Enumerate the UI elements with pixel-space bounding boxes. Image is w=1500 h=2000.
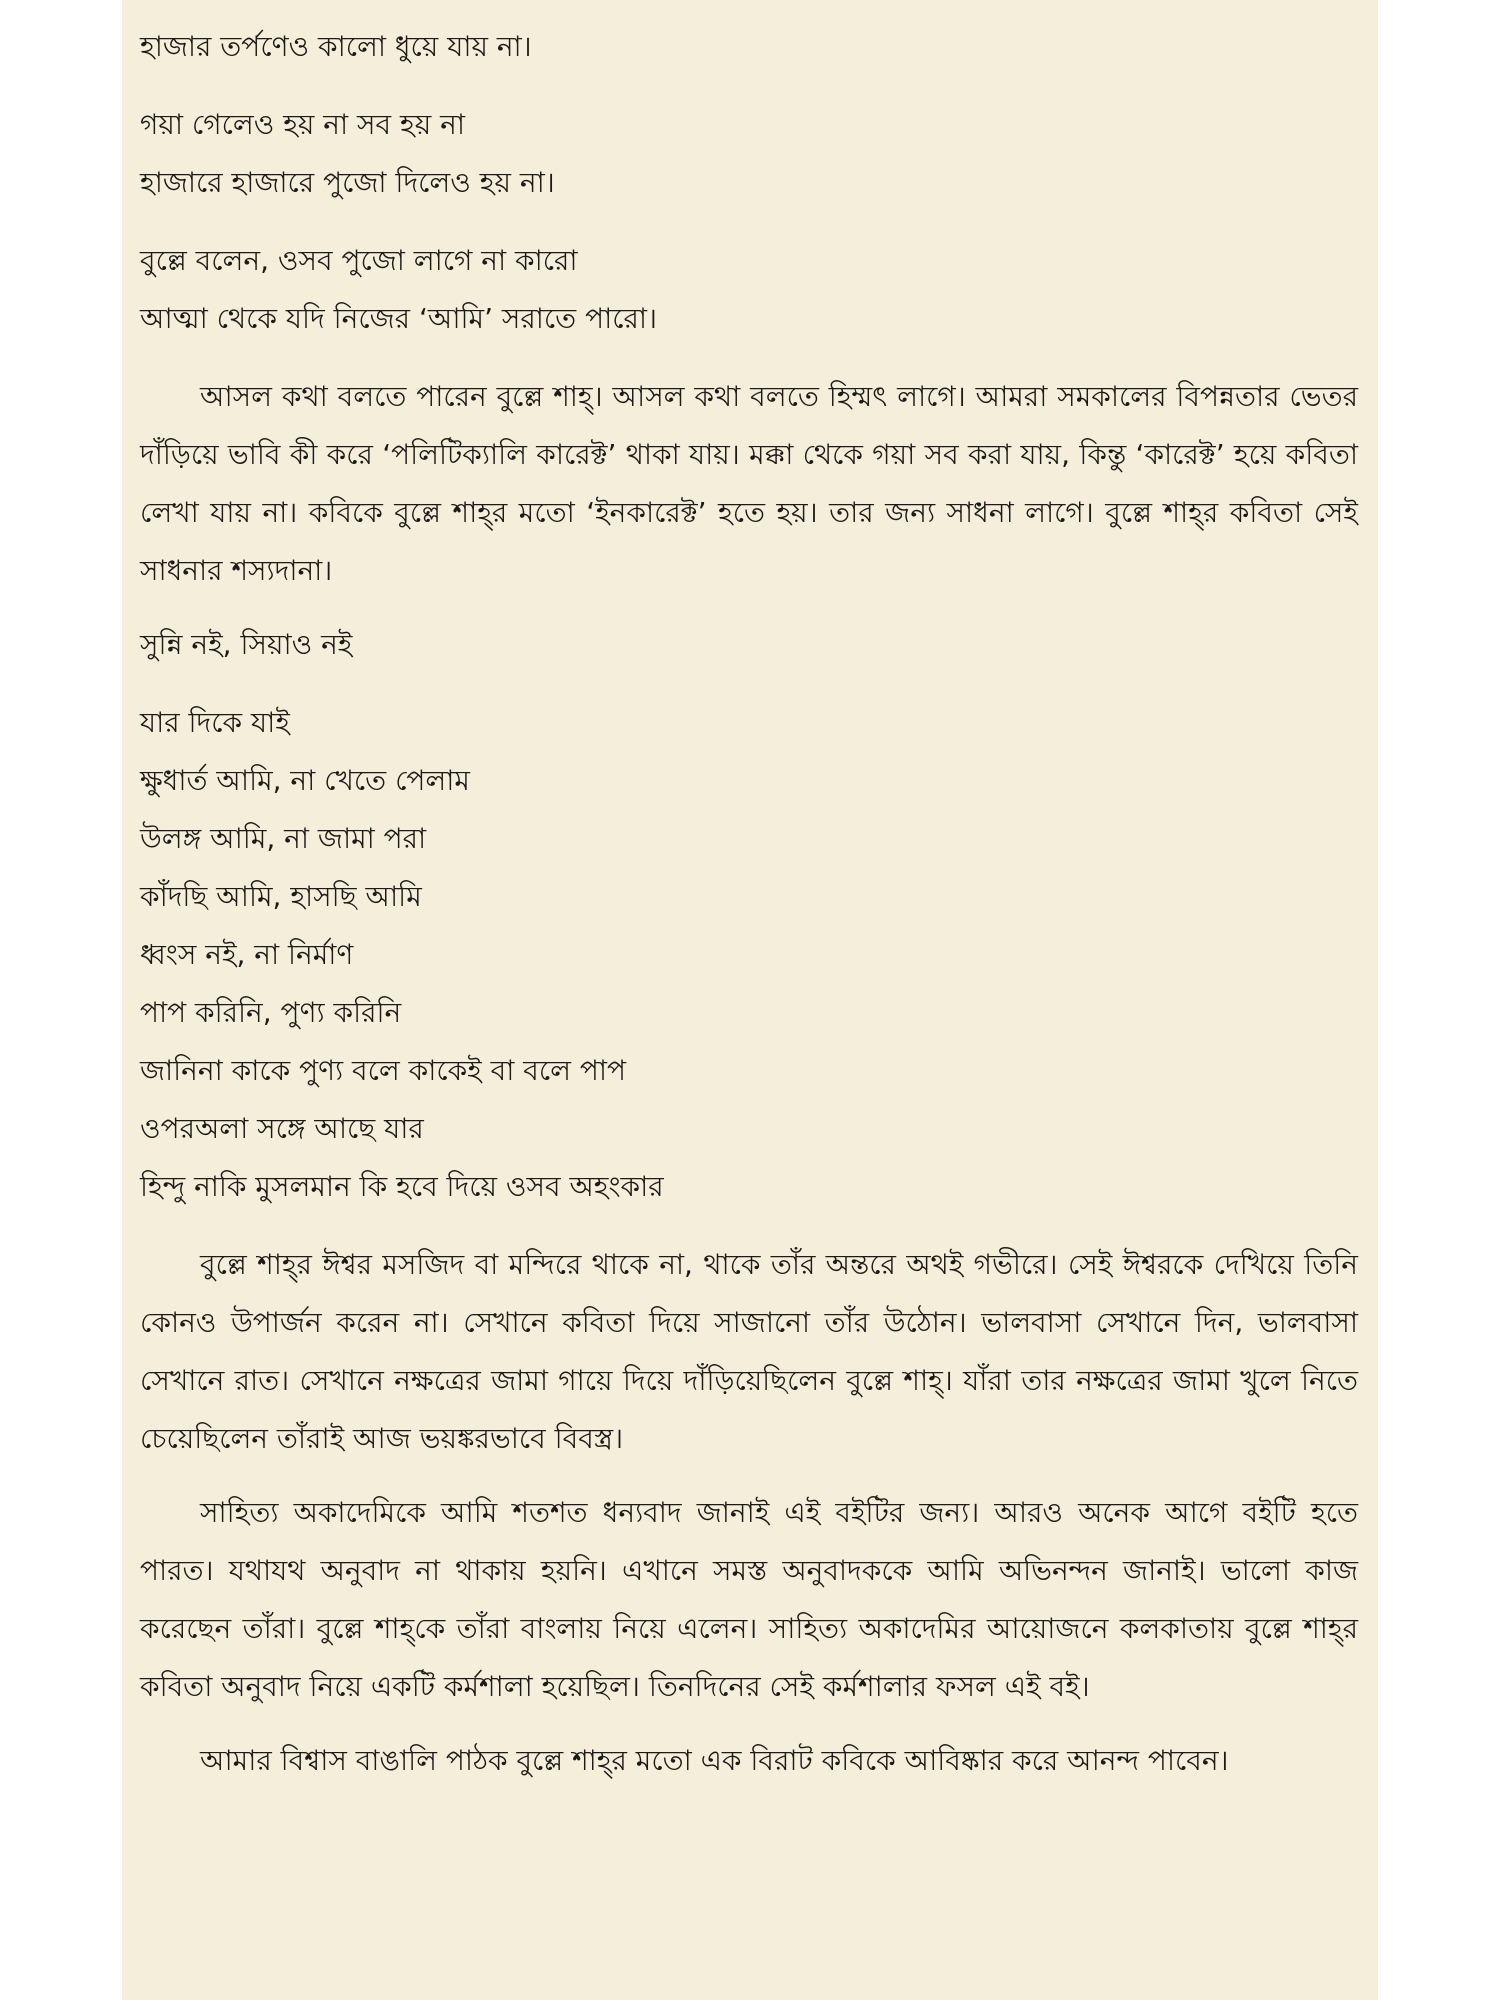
verse-line: জানিনা কাকে পুণ্য বলে কাকেই বা বলে পাপ (140, 1054, 626, 1087)
verse-line: আত্মা থেকে যদি নিজের ‘আমি’ সরাতে পারো। (140, 302, 657, 335)
verse-line: বুল্লে বলেন, ওসব পুজো লাগে না কারো (140, 244, 578, 277)
verse-block (140, 18, 1358, 76)
verse-line: হাজার তর্পণেও কালো ধুয়ে যায় না। (140, 30, 532, 63)
prose-paragraph: বুল্লে শাহ্‌র ঈশ্বর মসজিদ বা মন্দিরে থাকে না, থাকে তাঁর অন্তরে অথই গভীরে। সেই ঈশ্বরকে দেখিয়ে তিনি কোনও উপার্জন করেন না। সেখানে কবিতা দিয়ে সাজানো তাঁর উঠোন। ভালবাসা সেখানে দিন, ভালবাসা সেখানে রাত। সেখানে নক্ষত্রের জামা গায়ে দিয়ে দাঁড়িয়েছিলেন বুল্লে শাহ্। যাঁরা তার নক্ষত্রের জামা খুলে নিতে চেয়েছিলেন তাঁরাই আজ ভয়ঙ্করভাবে বিবস্ত্র। (140, 1248, 1358, 1455)
verse-block (140, 232, 1358, 348)
verse-line: হাজারে হাজারে পুজো দিলেও হয় না। (140, 166, 555, 199)
verse-block (140, 616, 1358, 674)
book-page (122, 0, 1378, 2000)
verse-line: ওপরঅলা সঙ্গে আছে যার (140, 1112, 424, 1145)
verse-line: কাঁদছি আমি, হাসছি আমি (140, 880, 422, 913)
verse-line: হিন্দু নাকি মুসলমান কি হবে দিয়ে ওসব অহংকার (140, 1170, 664, 1203)
prose-paragraph: আসল কথা বলতে পারেন বুল্লে শাহ্। আসল কথা বলতে হিম্মৎ লাগে। আমরা সমকালের বিপন্নতার ভেতর দাঁড়িয়ে ভাবি কী করে ‘পলিটিক্যালি কারেক্ট’ থাকা যায়। মক্কা থেকে গয়া সব করা যায়, কিন্তু ‘কারেক্ট’ হয়ে কবিতা লেখা যায় না। কবিকে বুল্লে শাহ্‌র মতো ‘ইনকারেক্ট’ হতে হয়। তার জন্য সাধনা লাগে। বুল্লে শাহ্‌র কবিতা সেই সাধনার শস্যদানা। (140, 380, 1358, 587)
verse-line: সুন্নি নই, সিয়াও নই (140, 628, 353, 661)
verse-block (140, 96, 1358, 212)
verse-line: উলঙ্গ আমি, না জামা পরা (140, 822, 427, 855)
verse-line: যার দিকে যাই (140, 706, 290, 739)
prose-paragraph: আমার বিশ্বাস বাঙালি পাঠক বুল্লে শাহ্‌র মতো এক বিরাট কবিকে আবিষ্কার করে আনন্দ পাবেন। (200, 1744, 1229, 1777)
prose-paragraph: সাহিত্য অকাদেমিকে আমি শতশত ধন্যবাদ জানাই এই বইটির জন্য। আরও অনেক আগে বইটি হতে পারত। যথাযথ অনুবাদ না থাকায় হয়নি। এখানে সমস্ত অনুবাদককে আমি অভিনন্দন জানাই। ভালো কাজ করেছেন তাঁরা। বুল্লে শাহ্‌কে তাঁরা বাংলায় নিয়ে এলেন। সাহিত্য অকাদেমির আয়োজনে কলকাতায় বুল্লে শাহ্‌র কবিতা অনুবাদ নিয়ে একটি কর্মশালা হয়েছিল। তিনদিনের সেই কর্মশালার ফসল এই বই। (140, 1496, 1358, 1703)
verse-line: ক্ষুধার্ত আমি, না খেতে পেলাম (140, 764, 470, 797)
verse-line: ধ্বংস নই, না নির্মাণ (140, 938, 354, 971)
page-content (140, 18, 1358, 1790)
verse-block (140, 694, 1358, 1216)
verse-line: পাপ করিনি, পুণ্য করিনি (140, 996, 402, 1029)
verse-line: গয়া গেলেও হয় না সব হয় না (140, 108, 465, 141)
